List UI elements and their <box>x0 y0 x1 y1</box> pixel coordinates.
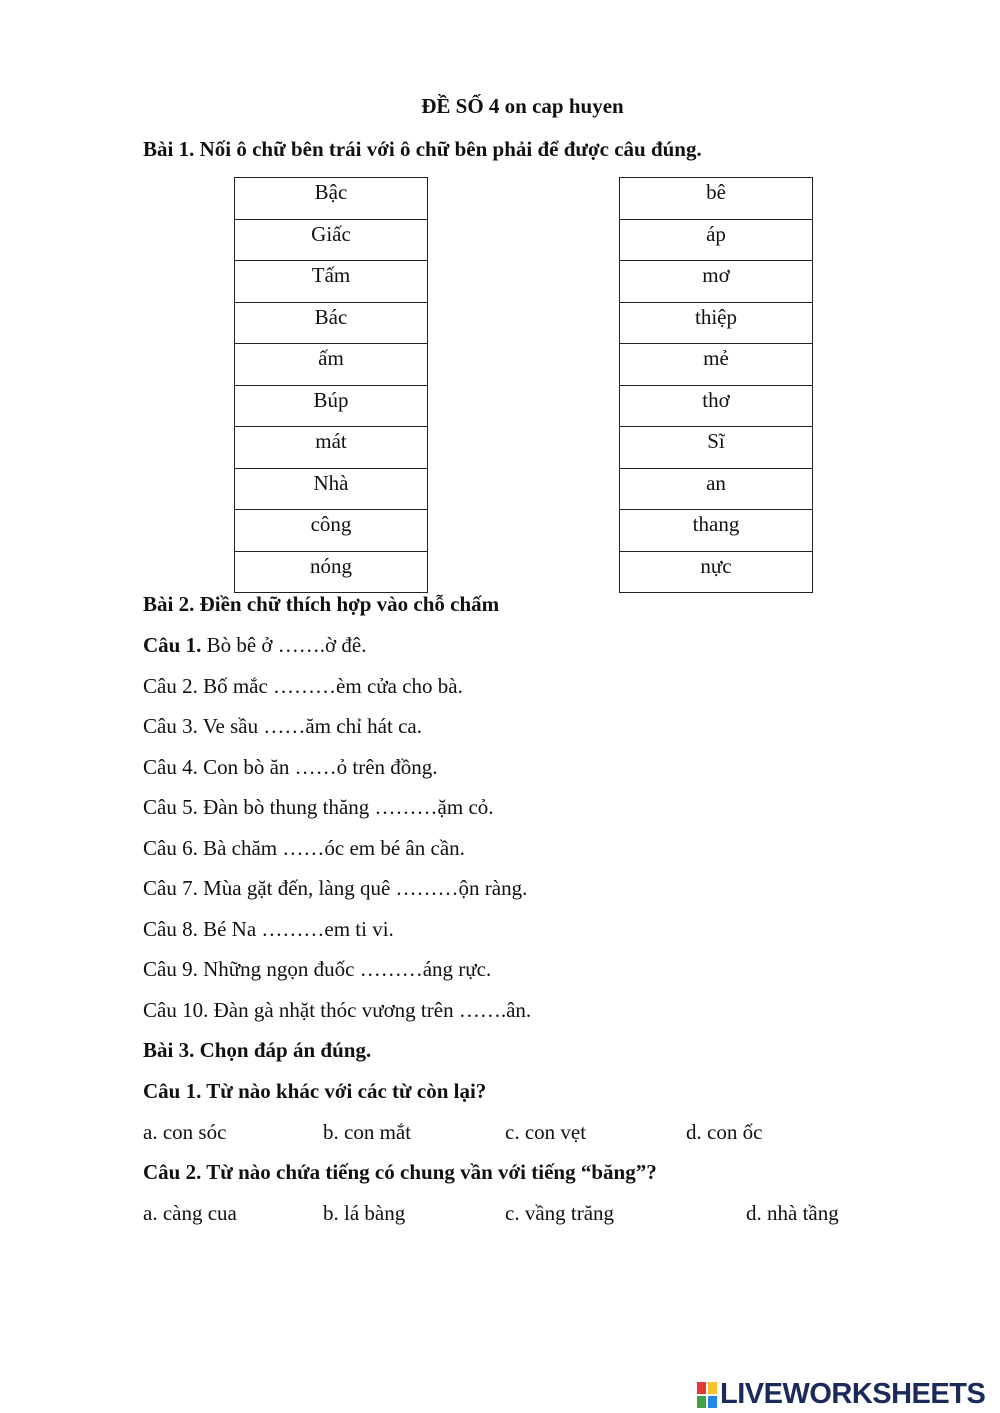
q1-option-a[interactable]: a. con sóc <box>143 1120 227 1144</box>
logo-square <box>697 1396 706 1408</box>
left-word-table <box>234 177 428 593</box>
bai2-question: Câu 10. Đàn gà nhặt thóc vương trên …….ân. <box>143 998 532 1022</box>
right-cell[interactable]: Sĩ <box>620 427 813 469</box>
left-cell[interactable]: Búp <box>235 385 428 427</box>
q2-option-a[interactable]: a. càng cua <box>143 1201 237 1225</box>
left-cell[interactable]: công <box>235 510 428 552</box>
q2-option-b[interactable]: b. lá bàng <box>323 1201 406 1225</box>
bai2-question: Câu 6. Bà chăm ……óc em bé ân cần. <box>143 836 465 860</box>
bai2-heading: Bài 2. Điền chữ thích hợp vào chỗ chấm <box>143 592 500 616</box>
right-cell[interactable]: nực <box>620 551 813 593</box>
logo-square <box>708 1396 717 1408</box>
left-cell[interactable]: ấm <box>235 344 428 386</box>
bai3-question-2: Câu 2. Từ nào chứa tiếng có chung vần với tiếng “băng”? <box>143 1160 657 1184</box>
q1-option-b[interactable]: b. con mắt <box>323 1120 412 1144</box>
left-cell[interactable]: Giấc <box>235 219 428 261</box>
bai2-question: Câu 8. Bé Na ………em ti vi. <box>143 917 394 941</box>
q1-option-c[interactable]: c. con vẹt <box>505 1120 587 1144</box>
left-cell[interactable]: Bác <box>235 302 428 344</box>
right-cell[interactable]: áp <box>620 219 813 261</box>
right-word-table <box>619 177 813 593</box>
right-cell[interactable]: mơ <box>620 261 813 303</box>
q2-option-c[interactable]: c. vầng trăng <box>505 1201 615 1225</box>
bai1-heading: Bài 1. Nối ô chữ bên trái với ô chữ bên phải để được câu đúng. <box>143 137 702 161</box>
bai2-question: Câu 2. Bố mắc ………èm cửa cho bà. <box>143 674 463 698</box>
bai3-heading: Bài 3. Chọn đáp án đúng. <box>143 1038 372 1062</box>
left-cell[interactable]: Nhà <box>235 468 428 510</box>
right-cell[interactable]: thang <box>620 510 813 552</box>
right-cell[interactable]: thơ <box>620 385 813 427</box>
left-cell[interactable]: nóng <box>235 551 428 593</box>
logo-text: LIVEWORKSHEETS <box>720 1378 986 1410</box>
left-cell[interactable]: Bậc <box>235 178 428 220</box>
bai2-question: Câu 3. Ve sầu ……ăm chỉ hát ca. <box>143 714 422 738</box>
question-text: Bò bê ở …….ờ đê. <box>201 633 367 657</box>
logo-square <box>697 1382 706 1394</box>
right-cell[interactable]: bê <box>620 178 813 220</box>
q1-option-d[interactable]: d. con ốc <box>686 1120 763 1144</box>
bai2-question: Câu 4. Con bò ăn ……ỏ trên đồng. <box>143 755 438 779</box>
right-cell[interactable]: mẻ <box>620 344 813 386</box>
question-label: Câu 1. <box>143 633 202 657</box>
bai3-question-1: Câu 1. Từ nào khác với các từ còn lại? <box>143 1079 487 1103</box>
left-cell[interactable]: mát <box>235 427 428 469</box>
bai2-question: Câu 7. Mùa gặt đến, làng quê ………ộn ràng. <box>143 876 528 900</box>
bai2-question: Câu 5. Đàn bò thung thăng ………ặm cỏ. <box>143 795 494 819</box>
liveworksheets-logo <box>697 1378 985 1411</box>
logo-square <box>708 1382 717 1394</box>
liveworksheets-logo-icon <box>697 1382 717 1408</box>
bai2-question <box>143 633 366 658</box>
bai2-question: Câu 9. Những ngọn đuốc ………áng rực. <box>143 957 492 981</box>
right-cell[interactable]: an <box>620 468 813 510</box>
left-cell[interactable]: Tấm <box>235 261 428 303</box>
right-cell[interactable]: thiệp <box>620 302 813 344</box>
q2-option-d[interactable]: d. nhà tầng <box>746 1201 839 1225</box>
page-title: ĐỀ SỐ 4 on cap huyen <box>421 94 624 118</box>
